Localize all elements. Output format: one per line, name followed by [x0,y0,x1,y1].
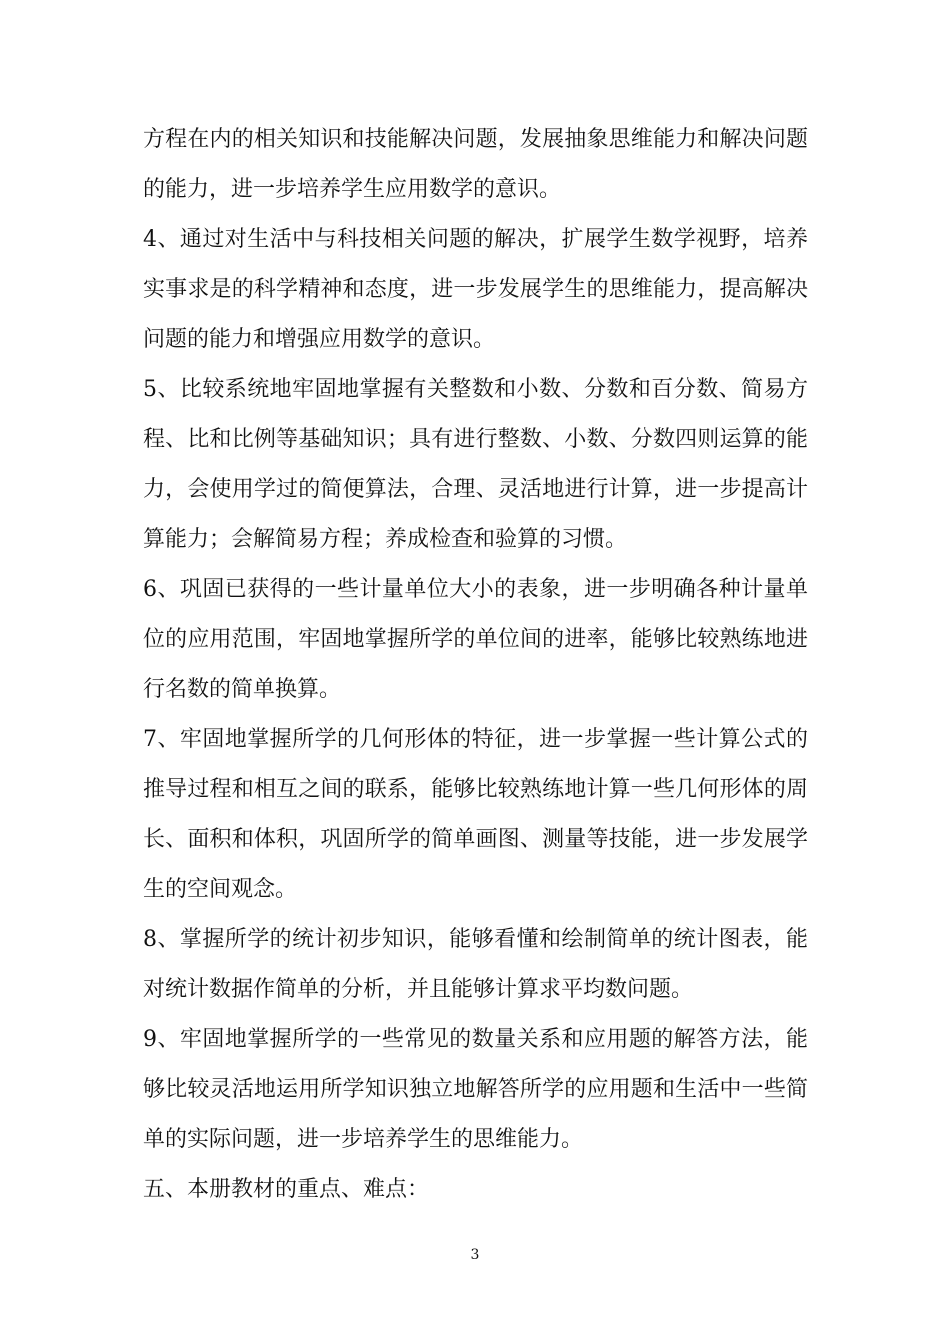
paragraph-item-5: 5、比较系统地牢固地掌握有关整数和小数、分数和百分数、简易方程、比和比例等基础知识；具有进行整数、小数、分数四则运算的能力，会使用学过的简便算法，合理、灵活地进行计算，进一步提高计算能力；会解简易方程；养成检查和验算的习惯。 [143,377,808,552]
section-heading: 五、本册教材的重点、难点： [143,1177,430,1202]
paragraph-item-4: 4、通过对生活中与科技相关问题的解决，扩展学生数学视野，培养实事求是的科学精神和态度，进一步发展学生的思维能力，提高解决问题的能力和增强应用数学的意识。 [143,227,808,352]
page-number: 3 [470,1247,480,1263]
paragraph-item-6: 6、巩固已获得的一些计量单位大小的表象，进一步明确各种计量单位的应用范围，牢固地掌握所学的单位间的进率，能够比较熟练地进行名数的简单换算。 [143,577,808,702]
paragraph-continuation: 方程在内的相关知识和技能解决问题，发展抽象思维能力和解决问题的能力，进一步培养学生应用数学的意识。 [143,127,808,202]
paragraph-item-8: 8、掌握所学的统计初步知识，能够看懂和绘制简单的统计图表，能对统计数据作简单的分析，并且能够计算求平均数问题。 [143,927,808,1002]
paragraph-item-7: 7、牢固地掌握所学的几何形体的特征，进一步掌握一些计算公式的推导过程和相互之间的联系，能够比较熟练地计算一些几何形体的周长、面积和体积，巩固所学的简单画图、测量等技能，进一步发展学生的空间观念。 [143,727,808,902]
body-text [143,115,808,1215]
paragraph-item-9: 9、牢固地掌握所学的一些常见的数量关系和应用题的解答方法，能够比较灵活地运用所学知识独立地解答所学的应用题和生活中一些简单的实际问题，进一步培养学生的思维能力。 [143,1027,808,1152]
